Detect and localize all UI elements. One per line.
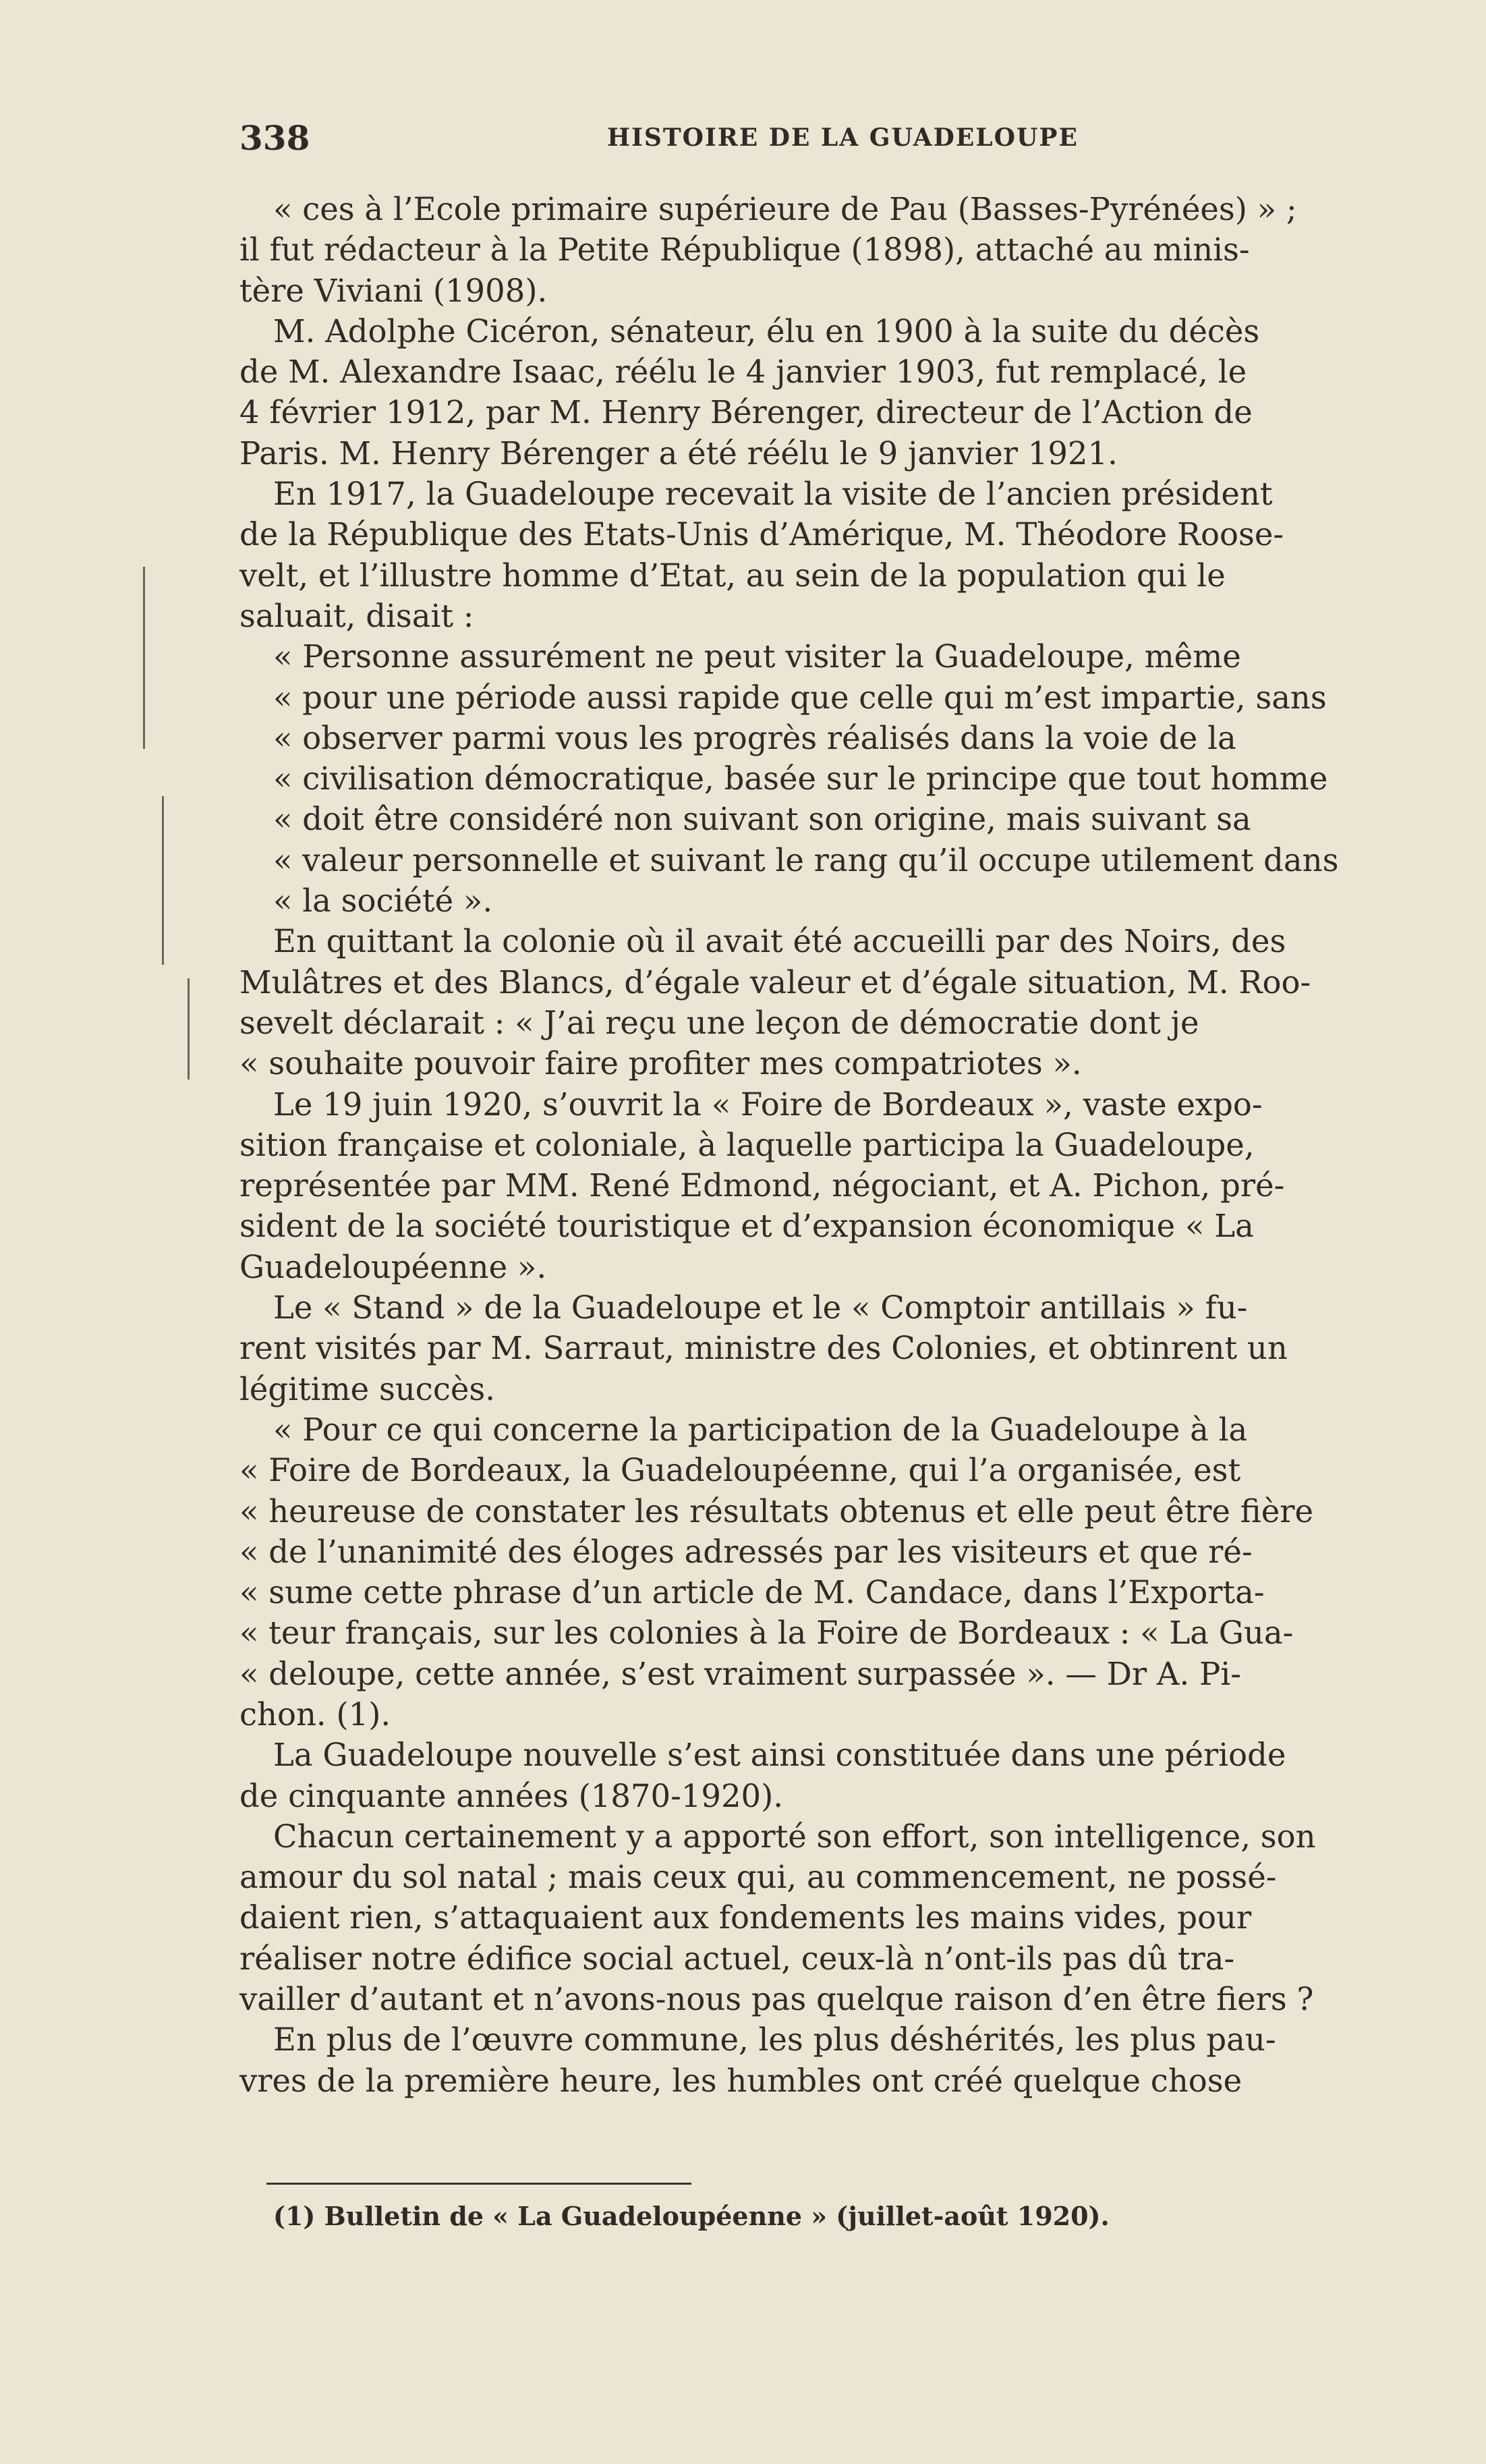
text-line: réaliser notre édifice social actuel, ceux-là n’ont-ils pas dû tra- (239, 1940, 1235, 1977)
text-line: sevelt déclarait : « J’ai reçu une leçon de démocratie dont je (239, 1004, 1199, 1041)
text-line: « sume cette phrase d’un article de M. Candace, dans l’Exporta- (239, 1574, 1265, 1611)
running-title: HISTOIRE DE LA GUADELOUPE (607, 123, 1079, 152)
text-line: sident de la société touristique et d’expansion économique « La (239, 1208, 1254, 1245)
text-line: rent visités par M. Sarraut, ministre des Colonies, et obtinrent un (239, 1330, 1288, 1367)
text-line: En quittant la colonie où il avait été accueilli par des Noirs, des (273, 923, 1286, 960)
text-line: daient rien, s’attaquaient aux fondements les mains vides, pour (239, 1899, 1252, 1936)
text-line: « civilisation démocratique, basée sur le principe que tout homme (273, 760, 1328, 797)
text-line: « de l’unanimité des éloges adressés par les visiteurs et que ré- (239, 1533, 1253, 1570)
page-number: 338 (239, 118, 310, 158)
text-line: Le « Stand » de la Guadeloupe et le « Comptoir antillais » fu- (273, 1289, 1248, 1326)
page-header (239, 118, 1265, 172)
footnote: (1) Bulletin de « La Guadeloupéenne » (juillet-août 1920). (273, 2201, 1110, 2231)
text-line: tère Viviani (1908). (239, 272, 548, 309)
text-line: « souhaite pouvoir faire profiter mes compatriotes ». (239, 1045, 1082, 1082)
margin-mark (143, 567, 145, 749)
text-line: « valeur personnelle et suivant le rang qu’il occupe utilement dans (273, 841, 1339, 878)
text-line: « doit être considéré non suivant son origine, mais suivant sa (273, 801, 1251, 838)
text-line: « Personne assurément ne peut visiter la Guadeloupe, même (273, 638, 1241, 675)
text-line: « Foire de Bordeaux, la Guadeloupéenne, qui l’a organisée, est (239, 1452, 1241, 1489)
text-line: « la société ». (273, 883, 493, 920)
text-line: amour du sol natal ; mais ceux qui, au commencement, ne possé- (239, 1859, 1277, 1896)
text-line: « pour une période aussi rapide que celle qui m’est impartie, sans (273, 679, 1327, 716)
margin-mark (162, 796, 164, 965)
body-text (239, 189, 1486, 2101)
text-line: « observer parmi vous les progrès réalisés dans la voie de la (273, 719, 1236, 756)
text-line: Le 19 juin 1920, s’ouvrit la « Foire de Bordeaux », vaste expo- (273, 1086, 1263, 1123)
text-line: « Pour ce qui concerne la participation de la Guadeloupe à la (273, 1411, 1248, 1448)
text-line: « ces à l’Ecole primaire supérieure de Pau (Basses-Pyrénées) » ; (273, 191, 1297, 227)
text-line: 4 février 1912, par M. Henry Bérenger, directeur de l’Action de (239, 394, 1253, 431)
footnote-rule (266, 2183, 691, 2185)
text-line: « deloupe, cette année, s’est vraiment surpassée ». — Dr A. Pi- (239, 1655, 1241, 1692)
text-line: vres de la première heure, les humbles ont créé quelque chose (239, 2062, 1242, 2099)
text-line: il fut rédacteur à la Petite République (1898), attaché au minis- (239, 231, 1250, 269)
text-line: velt, et l’illustre homme d’Etat, au sein de la population qui le (239, 557, 1226, 594)
text-line: Chacun certainement y a apporté son effort, son intelligence, son (273, 1818, 1316, 1855)
text-line: Mulâtres et des Blancs, d’égale valeur et d’égale situation, M. Roo- (239, 963, 1311, 1001)
text-line: La Guadeloupe nouvelle s’est ainsi constituée dans une période (273, 1737, 1286, 1774)
text-line: chon. (1). (239, 1696, 391, 1733)
text-line: « teur français, sur les colonies à la Foire de Bordeaux : « La Gua- (239, 1615, 1294, 1652)
text-line: « heureuse de constater les résultats obtenus et elle peut être fière (239, 1492, 1314, 1530)
margin-mark (188, 978, 190, 1080)
text-line: En 1917, la Guadeloupe recevait la visite de l’ancien président (273, 476, 1273, 513)
text-line: M. Adolphe Cicéron, sénateur, élu en 1900 à la suite du décès (273, 312, 1260, 349)
text-line: En plus de l’œuvre commune, les plus déshérités, les plus pau- (273, 2021, 1276, 2059)
text-line: Guadeloupéenne ». (239, 1248, 547, 1285)
text-line: de cinquante années (1870-1920). (239, 1777, 784, 1814)
text-line: représentée par MM. René Edmond, négociant, et A. Pichon, pré- (239, 1167, 1285, 1204)
text-line: de la République des Etats-Unis d’Amérique, M. Théodore Roose- (239, 516, 1284, 553)
text-line: saluait, disait : (239, 597, 474, 634)
text-line: sition française et coloniale, à laquelle participa la Guadeloupe, (239, 1126, 1255, 1163)
text-line: légitime succès. (239, 1370, 496, 1407)
text-line: de M. Alexandre Isaac, réélu le 4 janvier 1903, fut remplacé, le (239, 354, 1247, 391)
text-line: vailler d’autant et n’avons-nous pas quelque raison d’en être fiers ? (239, 1981, 1314, 2018)
text-line: Paris. M. Henry Bérenger a été réélu le 9 janvier 1921. (239, 435, 1118, 472)
